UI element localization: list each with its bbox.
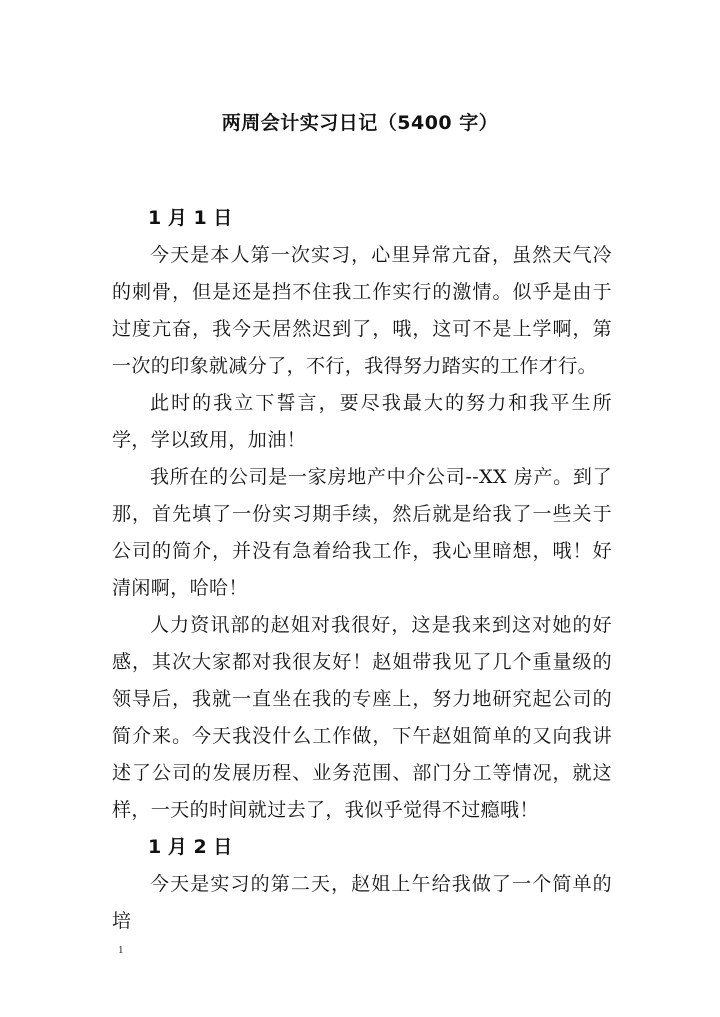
paragraph: 人力资讯部的赵姐对我很好，这是我来到这对她的好感，其次大家都对我很友好！赵姐带我见了几个重量级的领导后，我就一直坐在我的专座上，努力地研究起公司的简介来。今天我没什么工作做，下午赵姐简单的又向我讲述了公司的发展历程、业务范围、部门分工等情况，就这样，一天的时间就过去了，我似乎觉得不过瘾哦！ xyxy=(112,614,612,821)
document-body xyxy=(112,200,612,940)
page-number: 1 xyxy=(118,944,124,956)
entry-date: 1 月 2 日 xyxy=(148,836,233,858)
paragraph: 此时的我立下誓言，要尽我最大的努力和我平生所学，学以致用，加油！ xyxy=(112,392,612,451)
document-title: 两周会计实习日记（5400 字） xyxy=(221,112,499,134)
paragraph: 今天是本人第一次实习，心里异常亢奋，虽然天气冷的刺骨，但是还是挡不住我工作实行的激情。似乎是由于过度亢奋，我今天居然迟到了，哦，这可不是上学啊，第一次的印象就减分了，不行，我得努力踏实的工作才行。 xyxy=(112,244,612,377)
entry-date: 1 月 1 日 xyxy=(148,207,233,229)
paragraph: 我所在的公司是一家房地产中介公司--XX 房产。到了那，首先填了一份实习期手续，然后就是给我了一些关于公司的简介，并没有急着给我工作，我心里暗想，哦！好清闲啊，哈哈！ xyxy=(112,466,612,599)
paragraph: 今天是实习的第二天，赵姐上午给我做了一个简单的培 xyxy=(112,873,612,932)
